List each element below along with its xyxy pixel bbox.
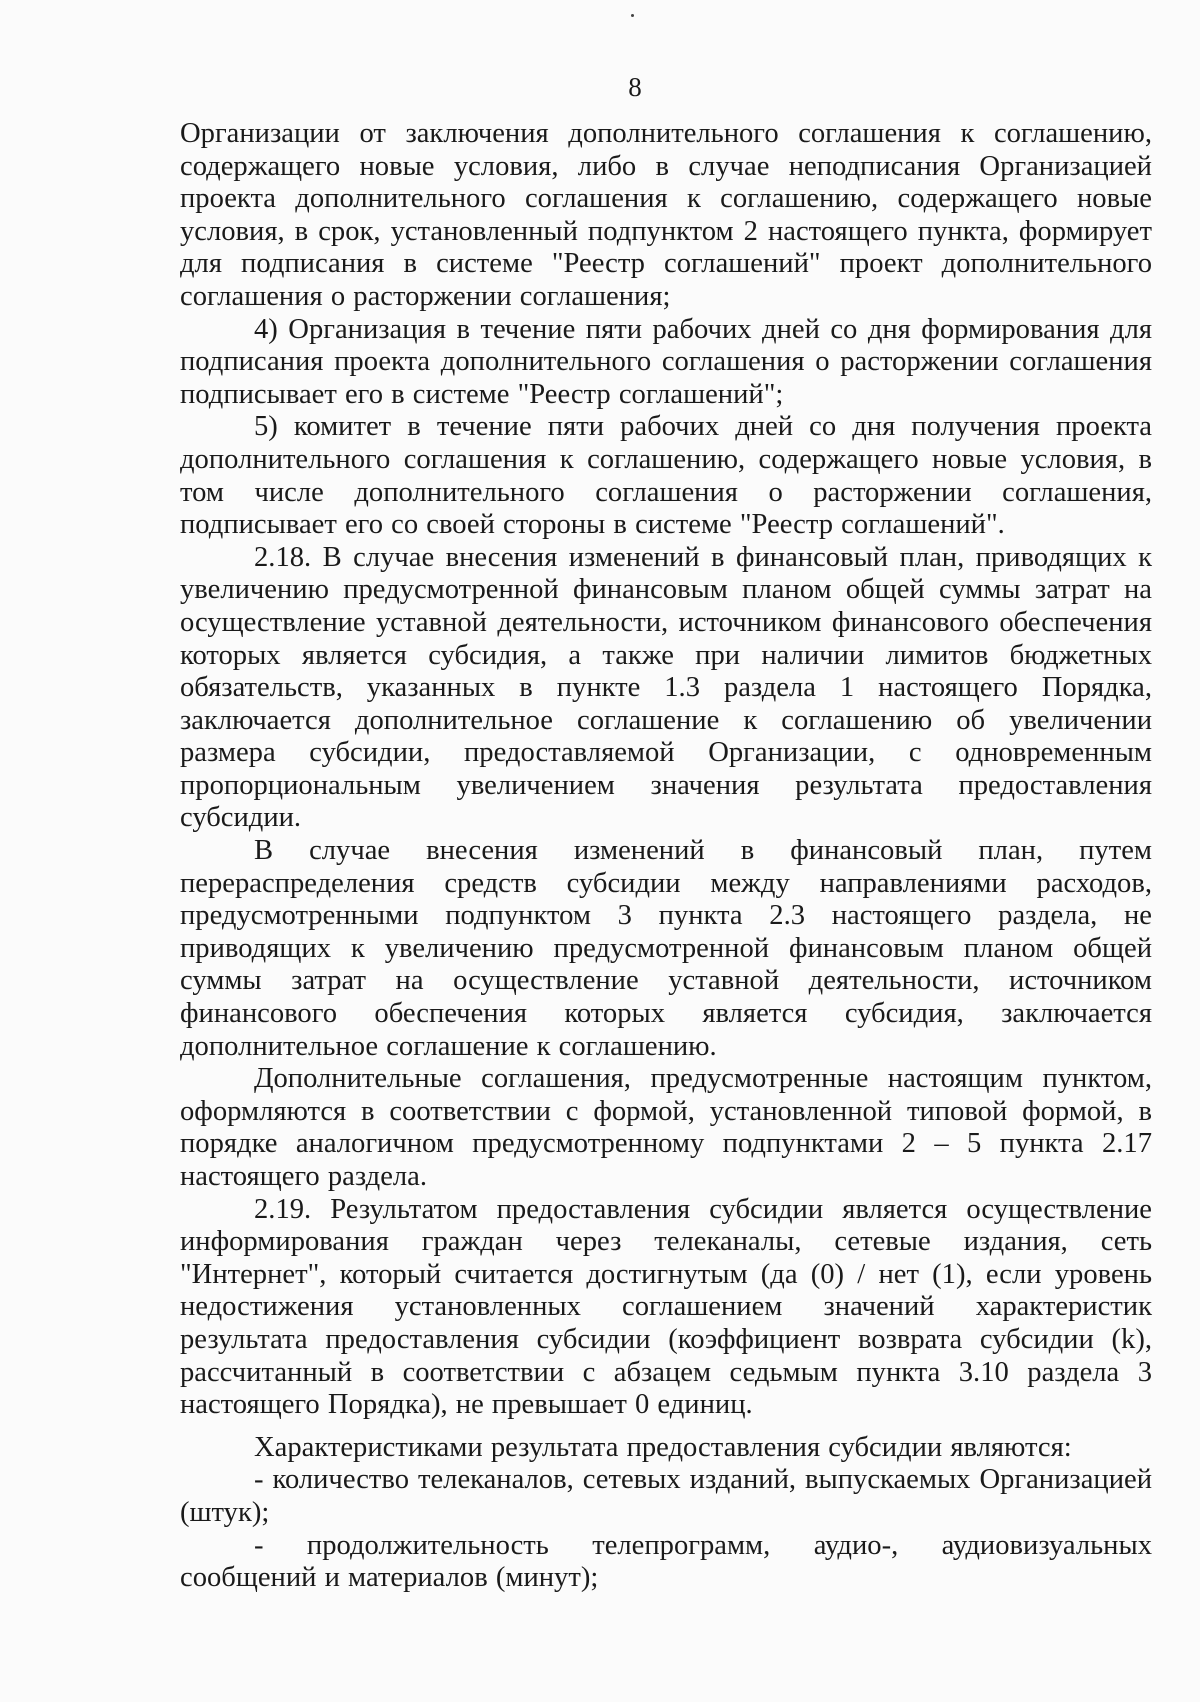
- document-body: [180, 118, 1152, 1595]
- paragraph-clause-2-19: 2.19. Результатом предоставления субсидии является осуществление информирования граждан через телеканалы, сетевые издания, сеть "Интернет", который считается достигнутым (да (0) / нет (1), если уровень недостижения установленных соглашением значений характеристик результата предоставления субсидии (коэффициент возврата субсидии (k), рассчитанный в соответствии с абзацем седьмым пункта 3.10 раздела 3 настоящего Порядка), не превышает 0 единиц.: [180, 1193, 1152, 1421]
- paragraph-subitem-4: 4) Организация в течение пяти рабочих дней со дня формирования для подписания проекта дополнительного соглашения о расторжении соглашения подписывает его в системе "Реестр соглашений";: [180, 313, 1152, 410]
- scan-speck: [631, 14, 634, 17]
- paragraph-characteristics-intro: Характеристиками результата предоставления субсидии являются:: [254, 1431, 1072, 1463]
- list-item-program-duration: - продолжительность телепрограмм, аудио-, аудиовизуальных сообщений и материалов (минут);: [180, 1529, 1152, 1594]
- paragraph-redistribution: В случае внесения изменений в финансовый план, путем перераспределения средств субсидии между направлениями расходов, предусмотренными подпунктом 3 пункта 2.3 настоящего раздела, не приводящих к увеличению предусмотренной финансовым планом общей суммы затрат на осуществление уставной деятельности, источником финансового обеспечения которых является субсидия, заключается дополнительное соглашение к соглашению.: [180, 835, 1152, 1062]
- paragraph-subitem-5: 5) комитет в течение пяти рабочих дней со дня получения проекта дополнительного соглашения к соглашению, содержащего новые условия, в том числе дополнительного соглашения о расторжении соглашения, подписывает его со своей стороны в системе "Реестр соглашений".: [180, 411, 1152, 541]
- list-item-channels-count: - количество телеканалов, сетевых изданий, выпускаемых Организацией (штук);: [180, 1464, 1152, 1528]
- paragraph-clause-2-18: 2.18. В случае внесения изменений в финансовый план, приводящих к увеличению предусмотренной финансовым планом общей суммы затрат на осуществление уставной деятельности, источником финансового обеспечения которых является субсидия, а также при наличии лимитов бюджетных обязательств, указанных в пункте 1.3 раздела 1 настоящего Порядка, заключается дополнительное соглашение к соглашению об увеличении размера субсидии, предоставляемой Организации, с одновременным пропорциональным увеличением значения результата предоставления субсидии.: [180, 541, 1152, 834]
- paragraph-continuation: Организации от заключения дополнительного соглашения к соглашению, содержащего новые условия, либо в случае неподписания Организацией проекта дополнительного соглашения к соглашению, содержащего новые условия, в срок, установленный подпунктом 2 настоящего пункта, формирует для подписания в системе "Реестр соглашений" проект дополнительного соглашения о расторжении соглашения;: [180, 118, 1152, 312]
- page-number: 8: [628, 72, 642, 102]
- paragraph-additional-agreements: Дополнительные соглашения, предусмотренные настоящим пунктом, оформляются в соответствии с формой, установленной типовой формой, в порядке аналогичном предусмотренному подпунктами 2 – 5 пункта 2.17 настоящего раздела.: [180, 1063, 1152, 1192]
